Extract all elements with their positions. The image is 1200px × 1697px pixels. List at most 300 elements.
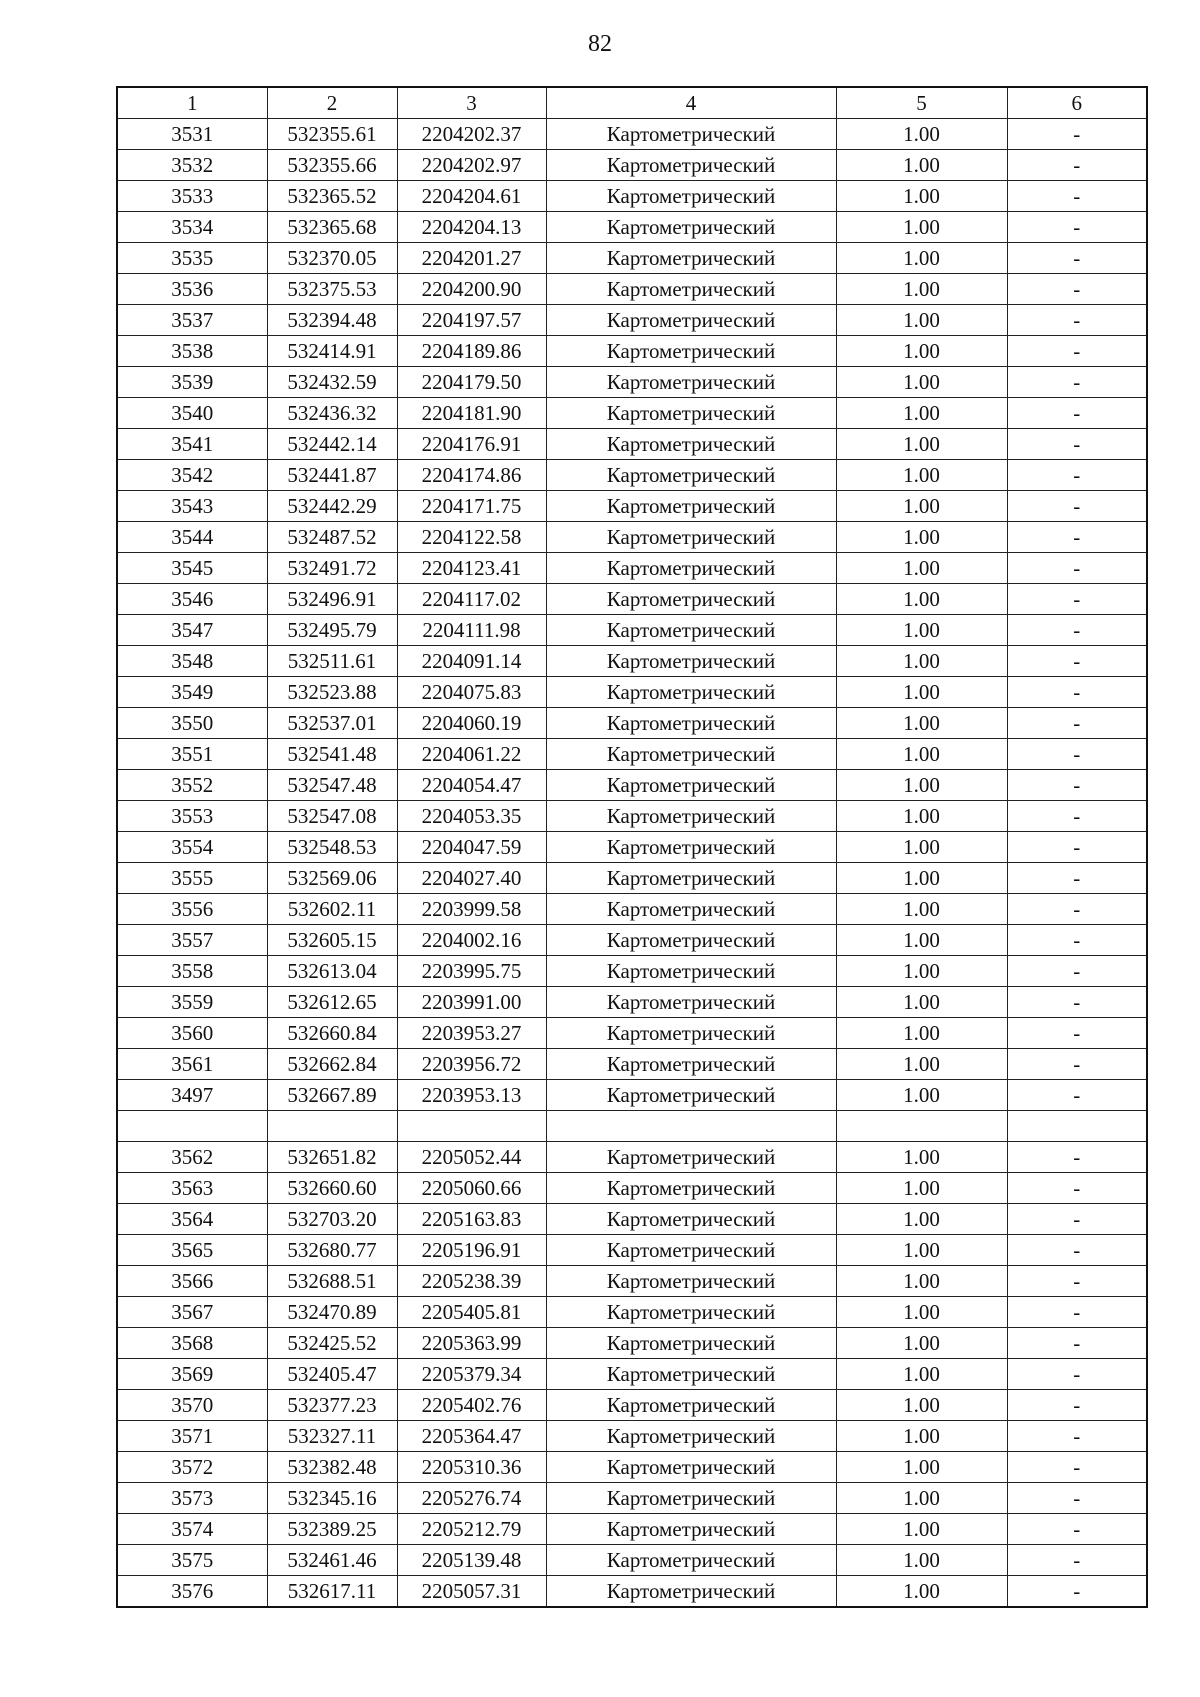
x-coordinate-cell: 532432.59 [267,367,397,398]
y-coordinate-cell: 2204176.91 [397,429,546,460]
point-number-cell: 3569 [117,1359,267,1390]
table-row [117,1080,1147,1111]
description-cell: - [1007,305,1147,336]
x-coordinate-cell: 532442.14 [267,429,397,460]
table-row [117,522,1147,553]
description-cell: - [1007,1328,1147,1359]
accuracy-cell: 1.00 [836,1235,1007,1266]
accuracy-cell: 1.00 [836,119,1007,150]
point-number-cell: 3497 [117,1080,267,1111]
point-number-cell: 3531 [117,119,267,150]
description-cell: - [1007,1173,1147,1204]
accuracy-cell: 1.00 [836,212,1007,243]
point-number-cell: 3574 [117,1514,267,1545]
x-coordinate-cell: 532547.08 [267,801,397,832]
description-cell: - [1007,894,1147,925]
method-cell: Картометрический [546,739,836,770]
point-number-cell: 3554 [117,832,267,863]
x-coordinate-cell: 532523.88 [267,677,397,708]
point-number-cell: 3542 [117,460,267,491]
method-cell: Картометрический [546,274,836,305]
table-row [117,646,1147,677]
accuracy-cell: 1.00 [836,1080,1007,1111]
point-number-cell: 3570 [117,1390,267,1421]
y-coordinate-cell: 2205364.47 [397,1421,546,1452]
table-row [117,1359,1147,1390]
table-row [117,274,1147,305]
table-row [117,956,1147,987]
x-coordinate-cell: 532703.20 [267,1204,397,1235]
method-cell: Картометрический [546,398,836,429]
point-number-cell: 3535 [117,243,267,274]
x-coordinate-cell: 532327.11 [267,1421,397,1452]
accuracy-cell: 1.00 [836,770,1007,801]
y-coordinate-cell: 2204091.14 [397,646,546,677]
accuracy-cell: 1.00 [836,1049,1007,1080]
x-coordinate-cell: 532441.87 [267,460,397,491]
table-row [117,1328,1147,1359]
accuracy-cell: 1.00 [836,1483,1007,1514]
method-cell: Картометрический [546,646,836,677]
x-coordinate-cell: 532660.60 [267,1173,397,1204]
description-cell: - [1007,739,1147,770]
method-cell: Картометрический [546,863,836,894]
description-cell: - [1007,1452,1147,1483]
point-number-cell: 3555 [117,863,267,894]
method-cell: Картометрический [546,615,836,646]
table-row [117,1173,1147,1204]
accuracy-cell: 1.00 [836,274,1007,305]
method-cell: Картометрический [546,956,836,987]
method-cell: Картометрический [546,1018,836,1049]
separator-row [117,1111,1147,1142]
point-number-cell: 3536 [117,274,267,305]
description-cell: - [1007,801,1147,832]
y-coordinate-cell: 2205057.31 [397,1576,546,1608]
table-row [117,1452,1147,1483]
method-cell: Картометрический [546,1483,836,1514]
x-coordinate-cell: 532547.48 [267,770,397,801]
accuracy-cell: 1.00 [836,1576,1007,1608]
point-number-cell: 3533 [117,181,267,212]
method-cell: Картометрический [546,894,836,925]
y-coordinate-cell: 2204181.90 [397,398,546,429]
table-row [117,894,1147,925]
point-number-cell: 3562 [117,1142,267,1173]
x-coordinate-cell: 532537.01 [267,708,397,739]
table-row [117,119,1147,150]
x-coordinate-cell: 532394.48 [267,305,397,336]
description-cell: - [1007,677,1147,708]
table-row [117,367,1147,398]
y-coordinate-cell: 2204053.35 [397,801,546,832]
table-row [117,460,1147,491]
table-row [117,398,1147,429]
y-coordinate-cell: 2205052.44 [397,1142,546,1173]
description-cell: - [1007,398,1147,429]
point-number-cell: 3556 [117,894,267,925]
point-number-cell: 3538 [117,336,267,367]
accuracy-cell: 1.00 [836,956,1007,987]
y-coordinate-cell: 2203956.72 [397,1049,546,1080]
x-coordinate-cell: 532377.23 [267,1390,397,1421]
y-coordinate-cell: 2204189.86 [397,336,546,367]
accuracy-cell: 1.00 [836,1390,1007,1421]
point-number-cell: 3543 [117,491,267,522]
x-coordinate-cell: 532662.84 [267,1049,397,1080]
method-cell: Картометрический [546,460,836,491]
x-coordinate-cell: 532436.32 [267,398,397,429]
accuracy-cell: 1.00 [836,1018,1007,1049]
y-coordinate-cell: 2203991.00 [397,987,546,1018]
y-coordinate-cell: 2204054.47 [397,770,546,801]
point-number-cell: 3546 [117,584,267,615]
point-number-cell: 3572 [117,1452,267,1483]
method-cell: Картометрический [546,1266,836,1297]
point-number-cell: 3566 [117,1266,267,1297]
x-coordinate-cell: 532382.48 [267,1452,397,1483]
method-cell: Картометрический [546,243,836,274]
accuracy-cell: 1.00 [836,522,1007,553]
y-coordinate-cell: 2204201.27 [397,243,546,274]
table-row [117,677,1147,708]
x-coordinate-cell: 532461.46 [267,1545,397,1576]
accuracy-cell: 1.00 [836,1266,1007,1297]
description-cell: - [1007,956,1147,987]
table-row [117,212,1147,243]
empty-cell [117,1111,267,1142]
x-coordinate-cell: 532660.84 [267,1018,397,1049]
method-cell: Картометрический [546,1080,836,1111]
table-row [117,1483,1147,1514]
table-row [117,832,1147,863]
method-cell: Картометрический [546,1328,836,1359]
x-coordinate-cell: 532425.52 [267,1328,397,1359]
y-coordinate-cell: 2205363.99 [397,1328,546,1359]
point-number-cell: 3544 [117,522,267,553]
description-cell: - [1007,1297,1147,1328]
table-body [117,119,1147,1608]
description-cell: - [1007,491,1147,522]
y-coordinate-cell: 2204060.19 [397,708,546,739]
y-coordinate-cell: 2205310.36 [397,1452,546,1483]
table-row [117,553,1147,584]
accuracy-cell: 1.00 [836,243,1007,274]
x-coordinate-cell: 532345.16 [267,1483,397,1514]
method-cell: Картометрический [546,1049,836,1080]
accuracy-cell: 1.00 [836,1514,1007,1545]
method-cell: Картометрический [546,1545,836,1576]
x-coordinate-cell: 532617.11 [267,1576,397,1608]
table-row [117,243,1147,274]
method-cell: Картометрический [546,925,836,956]
y-coordinate-cell: 2205379.34 [397,1359,546,1390]
x-coordinate-cell: 532487.52 [267,522,397,553]
y-coordinate-cell: 2204200.90 [397,274,546,305]
method-cell: Картометрический [546,1514,836,1545]
method-cell: Картометрический [546,336,836,367]
y-coordinate-cell: 2204117.02 [397,584,546,615]
description-cell: - [1007,863,1147,894]
table-row [117,1545,1147,1576]
x-coordinate-cell: 532602.11 [267,894,397,925]
method-cell: Картометрический [546,553,836,584]
description-cell: - [1007,460,1147,491]
table-row [117,1018,1147,1049]
y-coordinate-cell: 2203999.58 [397,894,546,925]
description-cell: - [1007,708,1147,739]
table-row [117,1235,1147,1266]
method-cell: Картометрический [546,1359,836,1390]
x-coordinate-cell: 532355.66 [267,150,397,181]
point-number-cell: 3564 [117,1204,267,1235]
y-coordinate-cell: 2205196.91 [397,1235,546,1266]
empty-cell [397,1111,546,1142]
accuracy-cell: 1.00 [836,894,1007,925]
accuracy-cell: 1.00 [836,677,1007,708]
description-cell: - [1007,584,1147,615]
point-number-cell: 3541 [117,429,267,460]
description-cell: - [1007,832,1147,863]
point-number-cell: 3565 [117,1235,267,1266]
y-coordinate-cell: 2204122.58 [397,522,546,553]
accuracy-cell: 1.00 [836,739,1007,770]
y-coordinate-cell: 2204204.13 [397,212,546,243]
method-cell: Картометрический [546,212,836,243]
x-coordinate-cell: 532569.06 [267,863,397,894]
table-row [117,336,1147,367]
point-number-cell: 3548 [117,646,267,677]
description-cell: - [1007,1576,1147,1608]
header-cell-2: 2 [267,87,397,119]
table-row [117,1297,1147,1328]
y-coordinate-cell: 2205212.79 [397,1514,546,1545]
method-cell: Картометрический [546,429,836,460]
description-cell: - [1007,1514,1147,1545]
description-cell: - [1007,1018,1147,1049]
point-number-cell: 3557 [117,925,267,956]
y-coordinate-cell: 2203953.27 [397,1018,546,1049]
method-cell: Картометрический [546,1452,836,1483]
y-coordinate-cell: 2204204.61 [397,181,546,212]
empty-cell [267,1111,397,1142]
point-number-cell: 3573 [117,1483,267,1514]
x-coordinate-cell: 532541.48 [267,739,397,770]
description-cell: - [1007,367,1147,398]
description-cell: - [1007,553,1147,584]
description-cell: - [1007,1049,1147,1080]
method-cell: Картометрический [546,801,836,832]
method-cell: Картометрический [546,1576,836,1608]
header-cell-3: 3 [397,87,546,119]
table-row [117,1142,1147,1173]
y-coordinate-cell: 2204002.16 [397,925,546,956]
method-cell: Картометрический [546,1142,836,1173]
point-number-cell: 3567 [117,1297,267,1328]
table-row [117,181,1147,212]
empty-cell [1007,1111,1147,1142]
description-cell: - [1007,1142,1147,1173]
accuracy-cell: 1.00 [836,460,1007,491]
x-coordinate-cell: 532605.15 [267,925,397,956]
coordinates-table [116,86,1148,1608]
accuracy-cell: 1.00 [836,1142,1007,1173]
table-row [117,925,1147,956]
accuracy-cell: 1.00 [836,832,1007,863]
description-cell: - [1007,1204,1147,1235]
description-cell: - [1007,1483,1147,1514]
header-row [117,87,1147,119]
table-row [117,305,1147,336]
table-row [117,1204,1147,1235]
method-cell: Картометрический [546,584,836,615]
accuracy-cell: 1.00 [836,553,1007,584]
method-cell: Картометрический [546,708,836,739]
method-cell: Картометрический [546,1204,836,1235]
header-cell-4: 4 [546,87,836,119]
table-row [117,801,1147,832]
y-coordinate-cell: 2204061.22 [397,739,546,770]
point-number-cell: 3559 [117,987,267,1018]
y-coordinate-cell: 2204202.37 [397,119,546,150]
point-number-cell: 3568 [117,1328,267,1359]
method-cell: Картометрический [546,1235,836,1266]
description-cell: - [1007,770,1147,801]
x-coordinate-cell: 532688.51 [267,1266,397,1297]
accuracy-cell: 1.00 [836,1359,1007,1390]
x-coordinate-cell: 532365.68 [267,212,397,243]
point-number-cell: 3571 [117,1421,267,1452]
empty-cell [836,1111,1007,1142]
description-cell: - [1007,1390,1147,1421]
method-cell: Картометрический [546,305,836,336]
method-cell: Картометрический [546,677,836,708]
description-cell: - [1007,1080,1147,1111]
method-cell: Картометрический [546,987,836,1018]
accuracy-cell: 1.00 [836,863,1007,894]
accuracy-cell: 1.00 [836,150,1007,181]
table-row [117,1049,1147,1080]
y-coordinate-cell: 2204111.98 [397,615,546,646]
accuracy-cell: 1.00 [836,1452,1007,1483]
point-number-cell: 3547 [117,615,267,646]
x-coordinate-cell: 532667.89 [267,1080,397,1111]
method-cell: Картометрический [546,1421,836,1452]
description-cell: - [1007,646,1147,677]
method-cell: Картометрический [546,1297,836,1328]
accuracy-cell: 1.00 [836,305,1007,336]
point-number-cell: 3575 [117,1545,267,1576]
method-cell: Картометрический [546,522,836,553]
table-row [117,584,1147,615]
header-cell-5: 5 [836,87,1007,119]
y-coordinate-cell: 2204075.83 [397,677,546,708]
description-cell: - [1007,925,1147,956]
accuracy-cell: 1.00 [836,398,1007,429]
x-coordinate-cell: 532370.05 [267,243,397,274]
table-row [117,1421,1147,1452]
y-coordinate-cell: 2205060.66 [397,1173,546,1204]
method-cell: Картометрический [546,119,836,150]
accuracy-cell: 1.00 [836,336,1007,367]
description-cell: - [1007,336,1147,367]
accuracy-cell: 1.00 [836,708,1007,739]
description-cell: - [1007,615,1147,646]
description-cell: - [1007,119,1147,150]
point-number-cell: 3563 [117,1173,267,1204]
y-coordinate-cell: 2204171.75 [397,491,546,522]
point-number-cell: 3560 [117,1018,267,1049]
table-row [117,863,1147,894]
accuracy-cell: 1.00 [836,925,1007,956]
point-number-cell: 3553 [117,801,267,832]
description-cell: - [1007,429,1147,460]
table-row [117,150,1147,181]
page-number: 82 [588,31,612,57]
description-cell: - [1007,1545,1147,1576]
accuracy-cell: 1.00 [836,491,1007,522]
x-coordinate-cell: 532355.61 [267,119,397,150]
point-number-cell: 3545 [117,553,267,584]
description-cell: - [1007,212,1147,243]
y-coordinate-cell: 2203953.13 [397,1080,546,1111]
accuracy-cell: 1.00 [836,1204,1007,1235]
accuracy-cell: 1.00 [836,1297,1007,1328]
x-coordinate-cell: 532612.65 [267,987,397,1018]
point-number-cell: 3576 [117,1576,267,1608]
accuracy-cell: 1.00 [836,181,1007,212]
y-coordinate-cell: 2205238.39 [397,1266,546,1297]
table-row [117,1266,1147,1297]
accuracy-cell: 1.00 [836,429,1007,460]
x-coordinate-cell: 532680.77 [267,1235,397,1266]
y-coordinate-cell: 2203995.75 [397,956,546,987]
y-coordinate-cell: 2205402.76 [397,1390,546,1421]
y-coordinate-cell: 2204174.86 [397,460,546,491]
point-number-cell: 3534 [117,212,267,243]
method-cell: Картометрический [546,832,836,863]
y-coordinate-cell: 2205163.83 [397,1204,546,1235]
description-cell: - [1007,987,1147,1018]
accuracy-cell: 1.00 [836,987,1007,1018]
description-cell: - [1007,181,1147,212]
method-cell: Картометрический [546,770,836,801]
accuracy-cell: 1.00 [836,646,1007,677]
empty-cell [546,1111,836,1142]
x-coordinate-cell: 532442.29 [267,491,397,522]
accuracy-cell: 1.00 [836,367,1007,398]
point-number-cell: 3550 [117,708,267,739]
table-row [117,770,1147,801]
x-coordinate-cell: 532495.79 [267,615,397,646]
y-coordinate-cell: 2204202.97 [397,150,546,181]
method-cell: Картометрический [546,150,836,181]
x-coordinate-cell: 532414.91 [267,336,397,367]
y-coordinate-cell: 2204123.41 [397,553,546,584]
x-coordinate-cell: 532496.91 [267,584,397,615]
method-cell: Картометрический [546,367,836,398]
accuracy-cell: 1.00 [836,584,1007,615]
y-coordinate-cell: 2205276.74 [397,1483,546,1514]
description-cell: - [1007,1235,1147,1266]
y-coordinate-cell: 2204027.40 [397,863,546,894]
x-coordinate-cell: 532470.89 [267,1297,397,1328]
point-number-cell: 3549 [117,677,267,708]
table-row [117,615,1147,646]
x-coordinate-cell: 532365.52 [267,181,397,212]
method-cell: Картометрический [546,1173,836,1204]
table-row [117,1390,1147,1421]
